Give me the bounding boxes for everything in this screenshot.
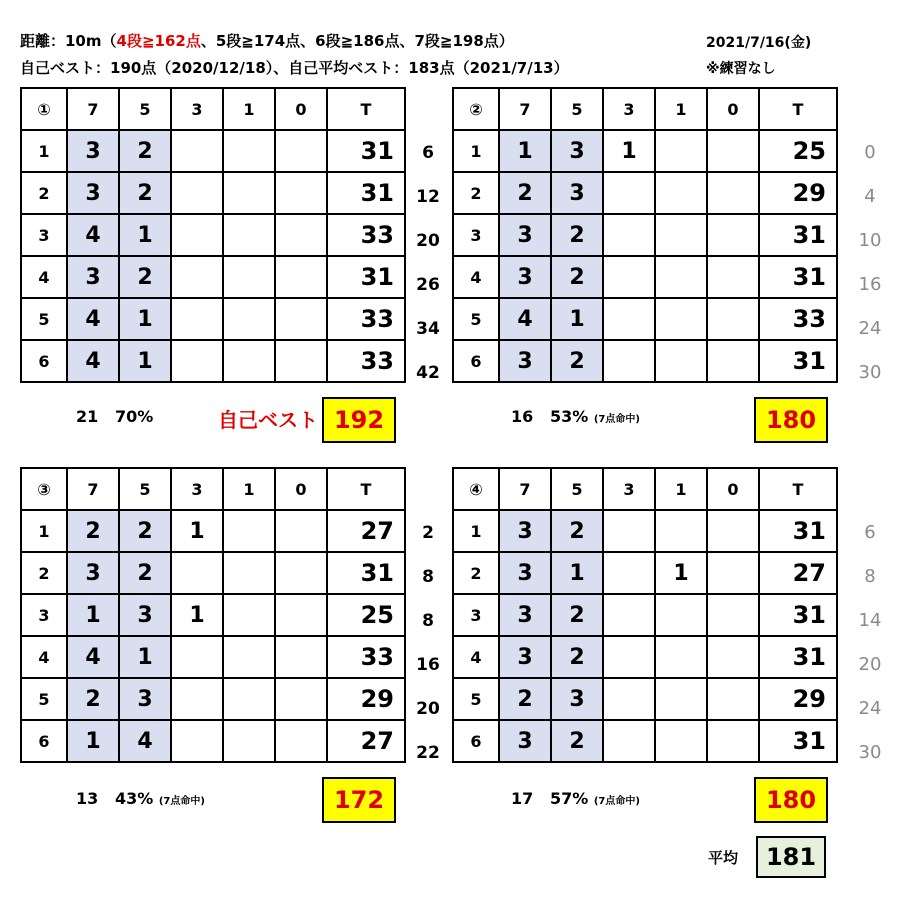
end-number: 2 — [453, 552, 499, 594]
count-7: 2 — [499, 678, 551, 720]
personal-best-label: 自己ベスト — [218, 408, 318, 432]
count-3 — [603, 510, 655, 552]
count-7: 4 — [67, 298, 119, 340]
col-header-total: T — [759, 88, 837, 130]
cumulative-value: 6 — [864, 522, 876, 543]
count-0 — [275, 678, 327, 720]
count-3 — [603, 256, 655, 298]
average-score: 181 — [756, 836, 826, 878]
end-number: 2 — [453, 172, 499, 214]
cumulative-value: 8 — [422, 567, 434, 587]
table-row — [21, 636, 405, 678]
table-row — [21, 678, 405, 720]
end-total: 31 — [759, 340, 837, 382]
count-7: 2 — [67, 510, 119, 552]
table-row — [21, 340, 405, 382]
end-number: 3 — [21, 214, 67, 256]
count-3 — [603, 678, 655, 720]
count-5: 2 — [119, 130, 171, 172]
count-1 — [223, 340, 275, 382]
rank-thresholds: 、5段≧174点、6段≧186点、7段≧198点） — [200, 32, 514, 50]
count-3 — [171, 678, 223, 720]
end-number: 5 — [21, 678, 67, 720]
cumulative-value: 20 — [416, 231, 440, 251]
col-header-5: 5 — [551, 468, 603, 510]
count-0 — [275, 172, 327, 214]
cumulative-column-top-middle — [406, 131, 450, 395]
score-table-round-1 — [20, 87, 406, 383]
end-number: 6 — [21, 720, 67, 762]
score-table-round-4 — [452, 467, 838, 763]
count-7: 3 — [499, 340, 551, 382]
count-3 — [171, 552, 223, 594]
end-number: 4 — [21, 256, 67, 298]
count-7: 3 — [499, 214, 551, 256]
end-number: 3 — [453, 594, 499, 636]
table-row — [453, 636, 837, 678]
table-row — [453, 214, 837, 256]
count-7: 3 — [499, 594, 551, 636]
count-5: 1 — [551, 298, 603, 340]
count-1 — [223, 172, 275, 214]
header-line-1 — [20, 30, 514, 51]
count-0 — [707, 720, 759, 762]
count-5: 2 — [551, 594, 603, 636]
count-1 — [655, 298, 707, 340]
end-number: 4 — [453, 636, 499, 678]
practice-note: ※練習なし — [706, 61, 776, 77]
count-1 — [223, 298, 275, 340]
end-number: 2 — [21, 172, 67, 214]
count-5: 3 — [551, 678, 603, 720]
count-1 — [655, 256, 707, 298]
table-header-row — [453, 88, 837, 130]
distance-label: 距離：10m（ — [20, 32, 117, 50]
count-5: 2 — [119, 510, 171, 552]
round-label: ④ — [453, 468, 499, 510]
table-row — [453, 720, 837, 762]
table-header-row — [453, 468, 837, 510]
count-1 — [655, 720, 707, 762]
end-total: 31 — [327, 552, 405, 594]
hit-count: 21 — [76, 407, 99, 426]
cumulative-value: 20 — [858, 654, 882, 675]
cumulative-value: 4 — [864, 186, 876, 207]
end-total: 31 — [759, 636, 837, 678]
table-row — [21, 594, 405, 636]
count-5: 2 — [551, 256, 603, 298]
count-3 — [603, 594, 655, 636]
count-0 — [275, 214, 327, 256]
cumulative-value: 8 — [422, 611, 434, 631]
end-total: 25 — [759, 130, 837, 172]
col-header-7: 7 — [67, 88, 119, 130]
count-5: 2 — [551, 510, 603, 552]
count-5: 1 — [551, 552, 603, 594]
cumulative-value: 24 — [858, 698, 882, 719]
round-1-summary — [76, 407, 153, 426]
end-total: 25 — [327, 594, 405, 636]
cumulative-value: 30 — [858, 742, 882, 763]
count-7: 1 — [499, 130, 551, 172]
count-5: 1 — [119, 340, 171, 382]
table-row — [21, 130, 405, 172]
cumulative-value: 22 — [416, 743, 440, 763]
count-0 — [275, 552, 327, 594]
count-7: 3 — [67, 552, 119, 594]
cumulative-value: 10 — [858, 230, 882, 251]
end-total: 31 — [759, 594, 837, 636]
count-7: 3 — [499, 720, 551, 762]
round-3-total: 172 — [322, 777, 396, 823]
end-number: 5 — [453, 298, 499, 340]
col-header-3: 3 — [603, 468, 655, 510]
date-label: 2021/7/16(金) — [706, 35, 812, 51]
cumulative-value: 6 — [422, 143, 434, 163]
count-0 — [707, 340, 759, 382]
col-header-1: 1 — [223, 88, 275, 130]
col-header-5: 5 — [119, 468, 171, 510]
count-0 — [707, 172, 759, 214]
count-1 — [655, 214, 707, 256]
cumulative-value: 42 — [416, 363, 440, 383]
cumulative-value: 34 — [416, 319, 440, 339]
end-total: 31 — [759, 720, 837, 762]
count-3: 1 — [603, 130, 655, 172]
table-row — [21, 552, 405, 594]
hit-note: (7点命中) — [593, 796, 640, 807]
count-1 — [223, 256, 275, 298]
end-total: 31 — [759, 510, 837, 552]
count-5: 1 — [119, 298, 171, 340]
col-header-7: 7 — [499, 468, 551, 510]
count-3 — [171, 720, 223, 762]
count-3 — [603, 340, 655, 382]
count-5: 2 — [119, 256, 171, 298]
cumulative-value: 16 — [416, 655, 440, 675]
count-5: 3 — [119, 678, 171, 720]
cumulative-column-bottom-middle — [406, 511, 450, 775]
hit-percentage: 70% — [114, 407, 154, 426]
count-0 — [275, 594, 327, 636]
count-7: 3 — [499, 552, 551, 594]
count-5: 1 — [119, 214, 171, 256]
end-number: 5 — [453, 678, 499, 720]
end-number: 1 — [453, 130, 499, 172]
count-5: 2 — [119, 172, 171, 214]
count-7: 3 — [499, 510, 551, 552]
cumulative-value: 24 — [858, 318, 882, 339]
col-header-5: 5 — [119, 88, 171, 130]
table-row — [453, 172, 837, 214]
hit-percentage: 53% — [549, 407, 589, 426]
end-total: 27 — [327, 510, 405, 552]
cumulative-value: 16 — [858, 274, 882, 295]
count-3 — [171, 298, 223, 340]
col-header-3: 3 — [171, 88, 223, 130]
count-3 — [171, 172, 223, 214]
end-number: 4 — [453, 256, 499, 298]
count-0 — [707, 214, 759, 256]
count-7: 4 — [67, 340, 119, 382]
round-label: ② — [453, 88, 499, 130]
end-total: 31 — [327, 256, 405, 298]
cumulative-column-bottom-right — [848, 511, 892, 775]
end-number: 6 — [21, 340, 67, 382]
count-1 — [655, 678, 707, 720]
end-total: 31 — [759, 256, 837, 298]
count-3 — [171, 340, 223, 382]
end-total: 33 — [327, 636, 405, 678]
table-row — [453, 552, 837, 594]
cumulative-value: 30 — [858, 362, 882, 383]
count-7: 1 — [67, 720, 119, 762]
col-header-0: 0 — [275, 468, 327, 510]
round-3-summary — [76, 789, 205, 808]
col-header-7: 7 — [499, 88, 551, 130]
count-7: 4 — [499, 298, 551, 340]
count-0 — [707, 552, 759, 594]
col-header-7: 7 — [67, 468, 119, 510]
hit-note: (7点命中) — [593, 414, 640, 425]
table-header-row — [21, 468, 405, 510]
table-row — [21, 510, 405, 552]
count-0 — [707, 594, 759, 636]
round-4-summary — [511, 789, 640, 808]
end-total: 29 — [759, 678, 837, 720]
round-label: ① — [21, 88, 67, 130]
count-7: 3 — [67, 172, 119, 214]
count-3: 1 — [171, 510, 223, 552]
cumulative-value: 14 — [858, 610, 882, 631]
col-header-1: 1 — [655, 88, 707, 130]
col-header-total: T — [327, 88, 405, 130]
round-1-total: 192 — [322, 397, 396, 443]
table-row — [453, 256, 837, 298]
count-7: 3 — [67, 256, 119, 298]
count-1 — [223, 594, 275, 636]
count-0 — [707, 256, 759, 298]
personal-best-line: 自己ベスト：190点（2020/12/18）、自己平均ベスト：183点（2021/7/13） — [20, 59, 569, 77]
table-row — [453, 298, 837, 340]
col-header-0: 0 — [707, 88, 759, 130]
count-1 — [655, 594, 707, 636]
end-number: 4 — [21, 636, 67, 678]
end-number: 1 — [453, 510, 499, 552]
table-row — [21, 256, 405, 298]
count-3 — [603, 298, 655, 340]
cumulative-value: 12 — [416, 187, 440, 207]
round-4-total: 180 — [754, 777, 828, 823]
count-5: 2 — [119, 552, 171, 594]
count-0 — [275, 130, 327, 172]
end-total: 27 — [759, 552, 837, 594]
count-7: 1 — [67, 594, 119, 636]
end-number: 5 — [21, 298, 67, 340]
cumulative-column-top-right — [848, 131, 892, 395]
end-number: 6 — [453, 720, 499, 762]
count-1 — [223, 720, 275, 762]
count-0 — [275, 256, 327, 298]
end-total: 33 — [759, 298, 837, 340]
count-3 — [603, 214, 655, 256]
count-5: 3 — [551, 130, 603, 172]
count-1 — [655, 510, 707, 552]
col-header-0: 0 — [707, 468, 759, 510]
end-number: 3 — [21, 594, 67, 636]
table-row — [21, 172, 405, 214]
end-total: 29 — [327, 678, 405, 720]
count-1 — [223, 552, 275, 594]
count-0 — [707, 510, 759, 552]
col-header-total: T — [327, 468, 405, 510]
count-3 — [171, 636, 223, 678]
count-1 — [655, 340, 707, 382]
count-1 — [223, 636, 275, 678]
end-total: 33 — [327, 340, 405, 382]
cumulative-value: 2 — [422, 523, 434, 543]
end-number: 1 — [21, 510, 67, 552]
count-0 — [707, 678, 759, 720]
table-row — [21, 298, 405, 340]
cumulative-value: 0 — [864, 142, 876, 163]
count-1 — [655, 636, 707, 678]
count-5: 2 — [551, 214, 603, 256]
round-2-summary — [511, 407, 640, 426]
count-0 — [707, 298, 759, 340]
table-row — [453, 340, 837, 382]
count-7: 3 — [499, 636, 551, 678]
end-number: 6 — [453, 340, 499, 382]
count-1 — [223, 130, 275, 172]
count-3: 1 — [171, 594, 223, 636]
hit-percentage: 57% — [549, 789, 589, 808]
cumulative-value: 20 — [416, 699, 440, 719]
end-number: 3 — [453, 214, 499, 256]
table-header-row — [21, 88, 405, 130]
col-header-1: 1 — [223, 468, 275, 510]
rank-4-threshold: 4段≧162点 — [116, 32, 201, 50]
count-5: 3 — [551, 172, 603, 214]
count-5: 2 — [551, 720, 603, 762]
count-0 — [275, 298, 327, 340]
col-header-1: 1 — [655, 468, 707, 510]
count-1: 1 — [655, 552, 707, 594]
hit-count: 17 — [511, 789, 534, 808]
count-5: 3 — [119, 594, 171, 636]
count-5: 2 — [551, 636, 603, 678]
count-3 — [171, 214, 223, 256]
score-table-round-2 — [452, 87, 838, 383]
end-number: 2 — [21, 552, 67, 594]
count-3 — [171, 256, 223, 298]
col-header-3: 3 — [171, 468, 223, 510]
round-label: ③ — [21, 468, 67, 510]
col-header-5: 5 — [551, 88, 603, 130]
count-7: 4 — [67, 214, 119, 256]
table-row — [453, 130, 837, 172]
count-1 — [223, 510, 275, 552]
count-0 — [275, 340, 327, 382]
col-header-3: 3 — [603, 88, 655, 130]
count-0 — [275, 510, 327, 552]
average-label: 平均 — [708, 849, 739, 867]
table-row — [453, 594, 837, 636]
col-header-0: 0 — [275, 88, 327, 130]
count-1 — [655, 172, 707, 214]
count-7: 3 — [499, 256, 551, 298]
hit-note: (7点命中) — [158, 796, 205, 807]
count-3 — [603, 720, 655, 762]
hit-count: 16 — [511, 407, 534, 426]
count-7: 4 — [67, 636, 119, 678]
end-total: 31 — [327, 172, 405, 214]
score-table-round-3 — [20, 467, 406, 763]
hit-percentage: 43% — [114, 789, 154, 808]
count-3 — [171, 130, 223, 172]
count-1 — [655, 130, 707, 172]
cumulative-value: 8 — [864, 566, 876, 587]
count-1 — [223, 678, 275, 720]
end-total: 33 — [327, 214, 405, 256]
count-3 — [603, 172, 655, 214]
cumulative-value: 26 — [416, 275, 440, 295]
count-0 — [275, 636, 327, 678]
count-0 — [275, 720, 327, 762]
round-2-total: 180 — [754, 397, 828, 443]
end-total: 31 — [327, 130, 405, 172]
end-total: 29 — [759, 172, 837, 214]
count-1 — [223, 214, 275, 256]
count-3 — [603, 552, 655, 594]
count-7: 2 — [67, 678, 119, 720]
end-total: 33 — [327, 298, 405, 340]
count-0 — [707, 636, 759, 678]
count-5: 1 — [119, 636, 171, 678]
hit-count: 13 — [76, 789, 99, 808]
count-5: 2 — [551, 340, 603, 382]
count-3 — [603, 636, 655, 678]
count-5: 4 — [119, 720, 171, 762]
count-7: 2 — [499, 172, 551, 214]
table-row — [453, 510, 837, 552]
col-header-total: T — [759, 468, 837, 510]
end-total: 27 — [327, 720, 405, 762]
count-0 — [707, 130, 759, 172]
count-7: 3 — [67, 130, 119, 172]
table-row — [21, 720, 405, 762]
table-row — [21, 214, 405, 256]
end-total: 31 — [759, 214, 837, 256]
end-number: 1 — [21, 130, 67, 172]
table-row — [453, 678, 837, 720]
